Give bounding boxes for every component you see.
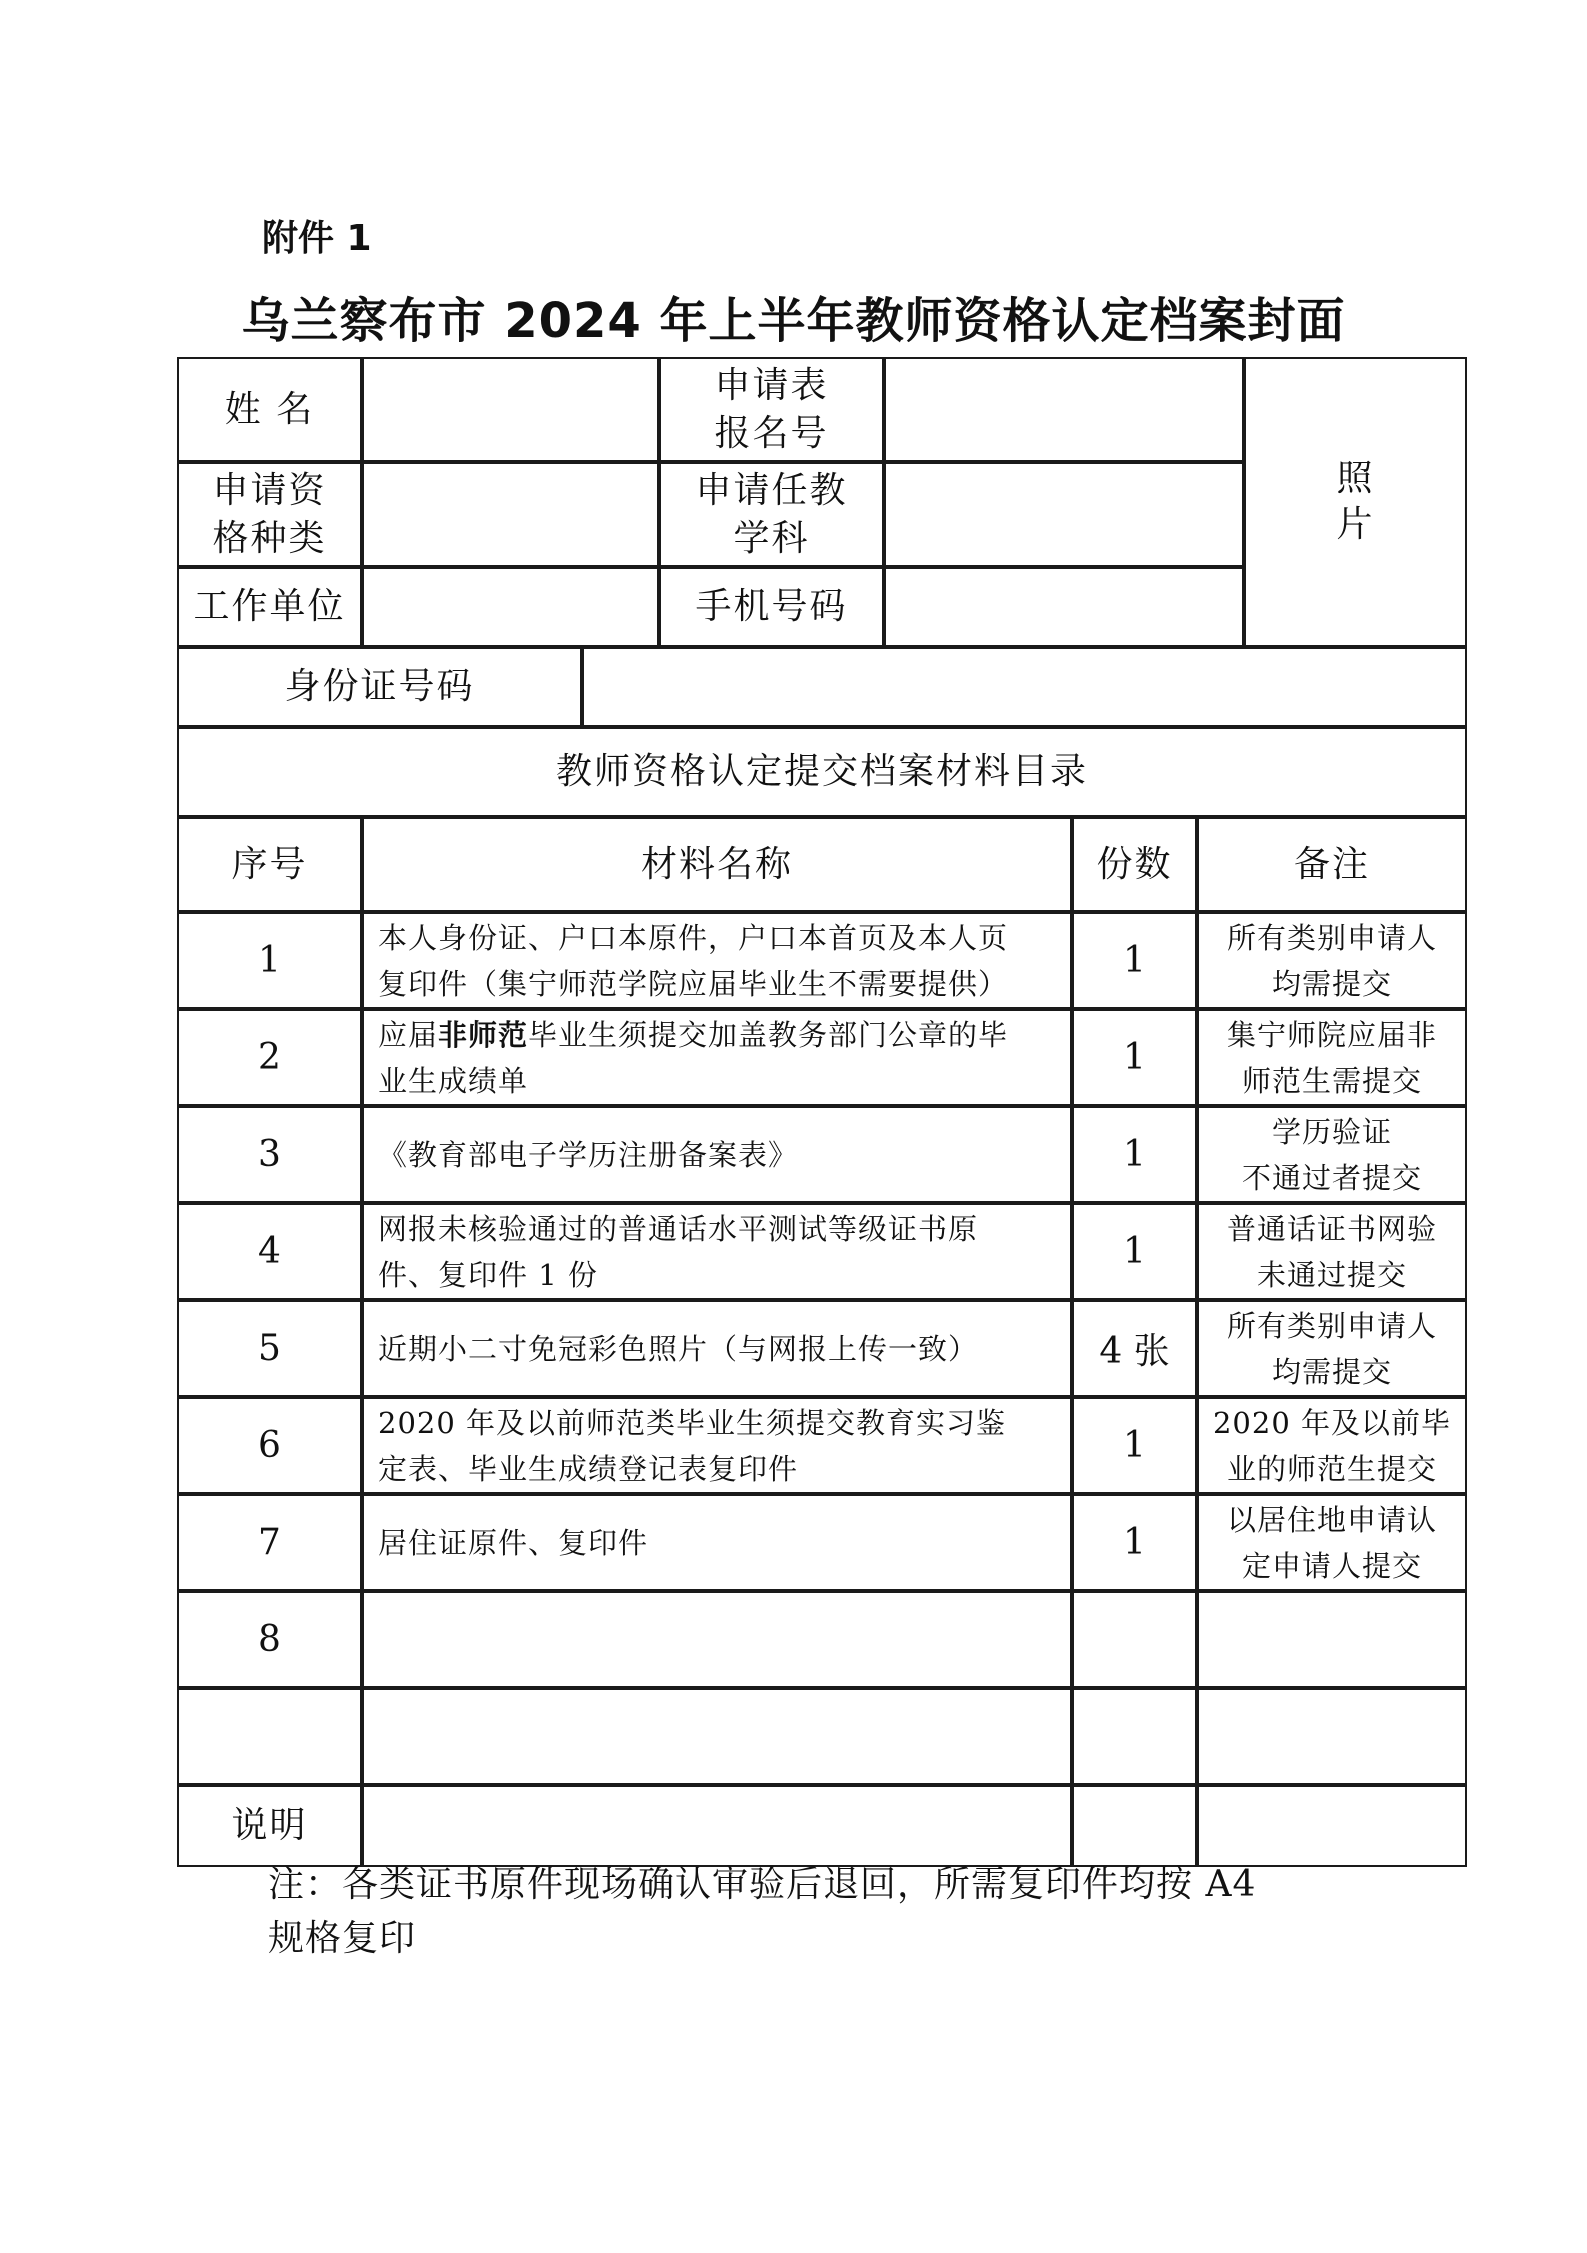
header-no: 序号 — [177, 817, 362, 912]
id-field[interactable] — [582, 647, 1467, 727]
row-6-no: 6 — [177, 1397, 362, 1494]
row-1-remark: 所有类别申请人 均需提交 — [1197, 912, 1467, 1009]
header-name: 材料名称 — [362, 817, 1072, 912]
row-1-no: 1 — [177, 912, 362, 1009]
row-2-remark: 集宁师院应届非 师范生需提交 — [1197, 1009, 1467, 1106]
remark-row-remark[interactable] — [1197, 1785, 1467, 1867]
subject-label: 申请任教 学科 — [659, 462, 884, 567]
row-5-remark: 所有类别申请人 均需提交 — [1197, 1300, 1467, 1397]
row-4-remark: 普通话证书网验 未通过提交 — [1197, 1203, 1467, 1300]
row-2-name-pre: 应届 — [378, 1017, 439, 1052]
row-4-no: 4 — [177, 1203, 362, 1300]
subject-field[interactable] — [884, 462, 1244, 567]
name-label: 姓 名 — [177, 357, 362, 462]
row-3-count: 1 — [1072, 1106, 1197, 1203]
row-9-count[interactable] — [1072, 1688, 1197, 1785]
row-5-name: 近期小二寸免冠彩色照片（与网报上传一致） — [362, 1300, 1072, 1397]
row-8-count[interactable] — [1072, 1591, 1197, 1688]
row-1-name: 本人身份证、户口本原件，户口本首页及本人页 复印件（集宁师范学院应届毕业生不需要提供） — [362, 912, 1072, 1009]
row-3-remark: 学历验证 不通过者提交 — [1197, 1106, 1467, 1203]
row-9-no[interactable] — [177, 1688, 362, 1785]
reg-no-field[interactable] — [884, 357, 1244, 462]
row-6-name: 2020 年及以前师范类毕业生须提交教育实习鉴 定表、毕业生成绩登记表复印件 — [362, 1397, 1072, 1494]
remark-row-label: 说明 — [177, 1785, 362, 1867]
catalog-title: 教师资格认定提交档案材料目录 — [177, 727, 1467, 817]
work-unit-label: 工作单位 — [177, 567, 362, 647]
row-3-name: 《教育部电子学历注册备案表》 — [362, 1106, 1072, 1203]
row-1-count: 1 — [1072, 912, 1197, 1009]
row-8-name[interactable] — [362, 1591, 1072, 1688]
document-title: 乌兰察布市 2024 年上半年教师资格认定档案封面 — [241, 293, 1346, 349]
row-2-name-post: 毕业生须提交加盖教务部门公章的毕 业生成绩单 — [378, 1017, 1009, 1098]
row-6-remark: 2020 年及以前毕 业的师范生提交 — [1197, 1397, 1467, 1494]
footnote: 注：各类证书原件现场确认审验后退回，所需复印件均按 A4 规格复印 — [268, 1864, 1257, 1959]
attachment-label: 附件 1 — [262, 218, 372, 259]
archive-cover-table — [178, 358, 1468, 1868]
work-unit-field[interactable] — [362, 567, 659, 647]
row-5-count: 4 张 — [1072, 1300, 1197, 1397]
qual-type-label: 申请资 格种类 — [177, 462, 362, 567]
row-8-remark[interactable] — [1197, 1591, 1467, 1688]
row-3-no: 3 — [177, 1106, 362, 1203]
phone-label: 手机号码 — [659, 567, 884, 647]
row-7-name: 居住证原件、复印件 — [362, 1494, 1072, 1591]
row-9-remark[interactable] — [1197, 1688, 1467, 1785]
row-2-name — [362, 1009, 1072, 1106]
row-5-no: 5 — [177, 1300, 362, 1397]
name-field[interactable] — [362, 357, 659, 462]
photo-box[interactable]: 照 片 — [1244, 357, 1467, 647]
row-2-name-bold: 非师范 — [438, 1017, 529, 1052]
header-count: 份数 — [1072, 817, 1197, 912]
row-4-count: 1 — [1072, 1203, 1197, 1300]
row-7-count: 1 — [1072, 1494, 1197, 1591]
row-7-no: 7 — [177, 1494, 362, 1591]
qual-type-field[interactable] — [362, 462, 659, 567]
remark-row-name[interactable] — [362, 1785, 1072, 1867]
reg-no-label: 申请表 报名号 — [659, 357, 884, 462]
remark-row-count[interactable] — [1072, 1785, 1197, 1867]
row-9-name[interactable] — [362, 1688, 1072, 1785]
row-8-no: 8 — [177, 1591, 362, 1688]
row-7-remark: 以居住地申请认 定申请人提交 — [1197, 1494, 1467, 1591]
row-2-count: 1 — [1072, 1009, 1197, 1106]
phone-field[interactable] — [884, 567, 1244, 647]
id-label: 身份证号码 — [177, 647, 582, 727]
row-6-count: 1 — [1072, 1397, 1197, 1494]
header-remark: 备注 — [1197, 817, 1467, 912]
row-2-no: 2 — [177, 1009, 362, 1106]
row-4-name: 网报未核验通过的普通话水平测试等级证书原 件、复印件 1 份 — [362, 1203, 1072, 1300]
